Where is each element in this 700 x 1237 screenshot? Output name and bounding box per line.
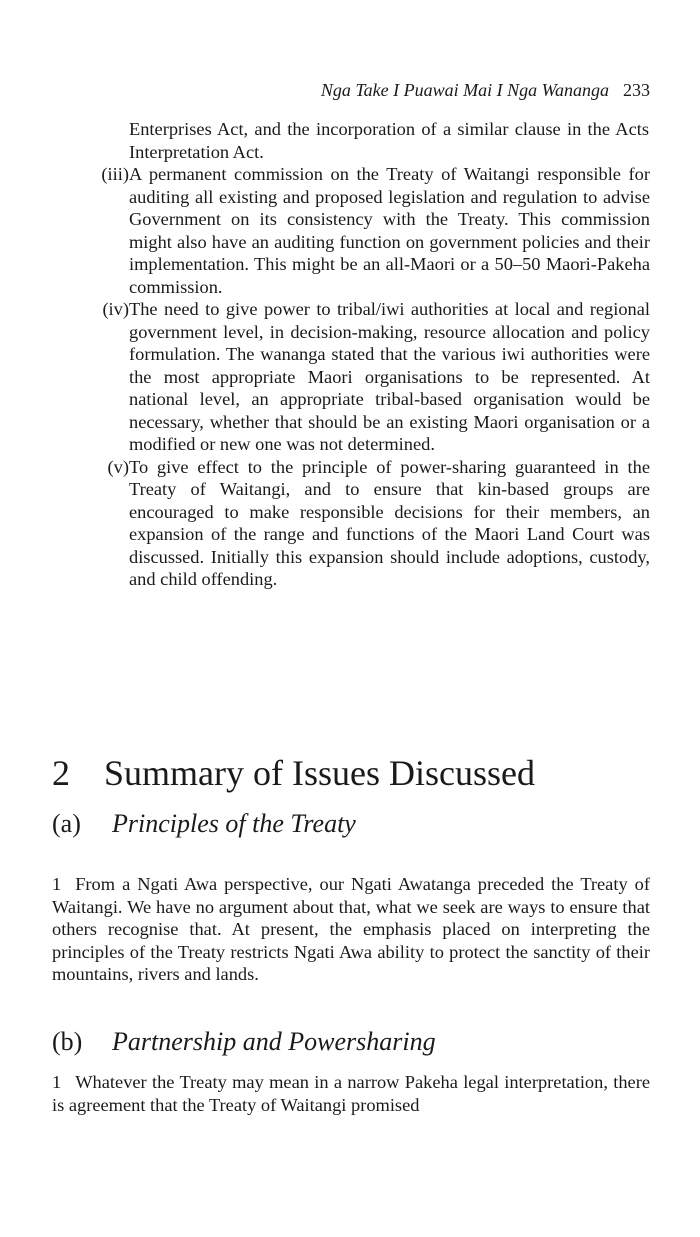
paragraph-number: 1 xyxy=(52,874,62,894)
list-item-text: A permanent commission on the Treaty of Waitangi responsible for auditing all existing and proposed legislation and regulation to advise Government on its consistency with the Treaty. This commission might also have an auditing function on government policies and their implementation. This might be an all-Maori or a 50–50 Maori-Pakeha commission. xyxy=(129,164,650,297)
paragraph-text: From a Ngati Awa perspective, our Ngati Awatanga preceded the Treaty of Waitangi. We have no argument about that, what we seek are ways to ensure that others recognise that. At present, the emphasis placed on interpreting the principles of the Treaty restricts Ngati Awa ability to protect the sanctity of their mountains, rivers and lands. xyxy=(52,874,650,984)
paragraph xyxy=(52,873,650,986)
list-item-label: (iv) xyxy=(102,299,129,319)
subsection-letter: (b) xyxy=(52,1027,83,1056)
list-item-label: (v) xyxy=(107,456,129,477)
paragraph-number: 1 xyxy=(52,1072,62,1092)
running-head-title: Nga Take I Puawai Mai I Nga Wananga xyxy=(320,80,609,100)
list-item xyxy=(52,163,650,298)
subsection-title: Partnership and Powersharing xyxy=(112,1027,436,1056)
list-item xyxy=(52,298,650,456)
continuation-paragraph: Enterprises Act, and the incorporation of a similar clause in the Acts Interpretation Act. xyxy=(129,119,649,162)
subsection-heading xyxy=(52,808,356,840)
section-heading xyxy=(52,752,535,794)
list-item-label: (iii) xyxy=(101,164,129,184)
subsection-letter: (a) xyxy=(52,809,81,838)
page-number: 233 xyxy=(623,80,650,100)
paragraph xyxy=(52,1071,650,1116)
list-item xyxy=(52,456,650,591)
subsection-title: Principles of the Treaty xyxy=(112,809,356,838)
section-title: Summary of Issues Discussed xyxy=(104,753,535,793)
numbered-list xyxy=(52,163,650,591)
list-item-text: The need to give power to tribal/iwi authorities at local and regional government level, in decision-making, resource allocation and policy formulation. The wananga stated that the various iwi authorities were the most appropriate Maori organisations to be represented. At national level, an appropriate tribal-based organisation would be necessary, whether that should be an existing Maori organisation or a modified or new one was not determined. xyxy=(129,299,650,454)
running-head xyxy=(50,79,650,101)
subsection-heading xyxy=(52,1026,436,1058)
paragraph-text: Whatever the Treaty may mean in a narrow Pakeha legal interpretation, there is agreement that the Treaty of Waitangi promised xyxy=(52,1072,650,1115)
section-number: 2 xyxy=(52,753,70,793)
list-item-text: To give effect to the principle of power-sharing guaranteed in the Treaty of Waitangi, and to ensure that kin-based groups are encouraged to make responsible decisions for their members, an expansion of the range and functions of the Maori Land Court was discussed. Initially this expansion should include adoptions, custody, and child offending. xyxy=(129,456,650,589)
